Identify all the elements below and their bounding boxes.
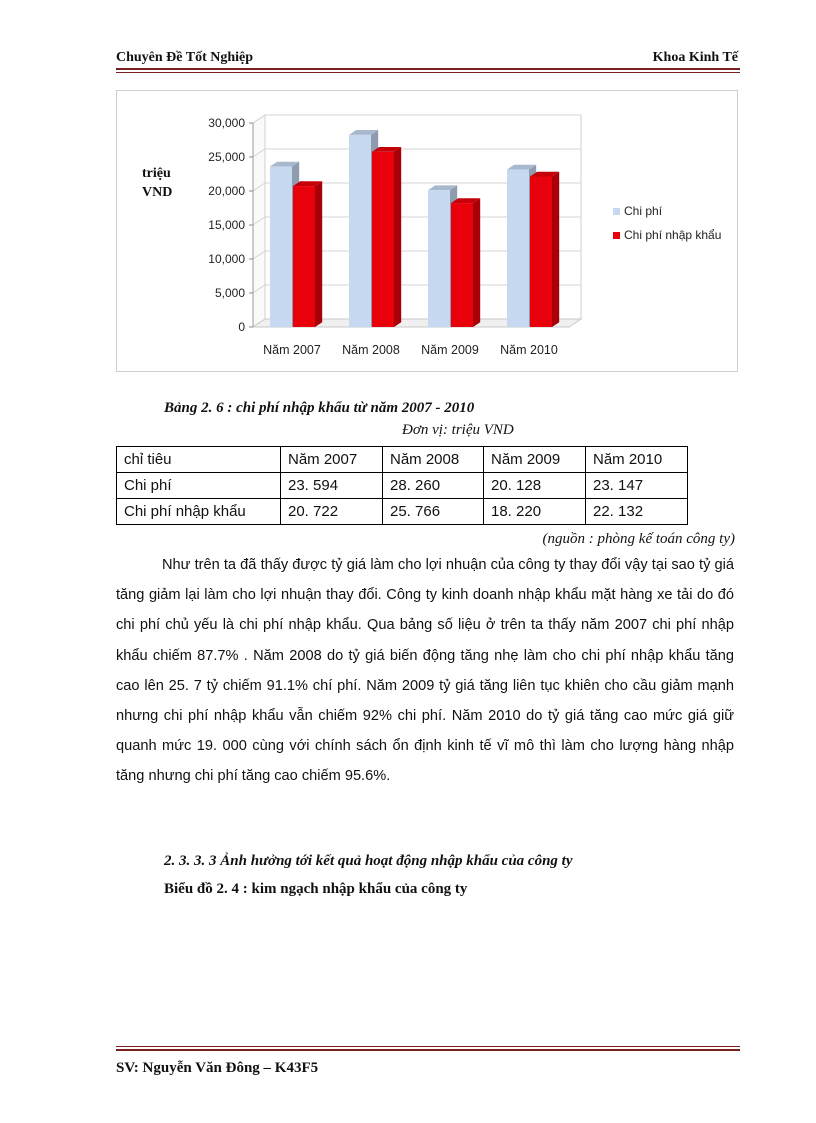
chart-legend-label: Chi phí xyxy=(624,204,663,218)
chart-caption: Biểu đồ 2. 4 : kim ngạch nhập khẩu của công ty xyxy=(164,881,468,897)
chart-legend-label: Chi phí nhập khẩu xyxy=(624,228,722,242)
chart-bar xyxy=(270,167,292,327)
chart-bar xyxy=(349,135,371,327)
table-cell: 28. 260 xyxy=(383,473,484,499)
footer-rule-thin xyxy=(116,1046,740,1047)
chart-bar-side xyxy=(394,147,401,327)
table-row xyxy=(117,499,688,525)
table-header-row xyxy=(117,447,688,473)
chart-bar xyxy=(372,152,394,327)
table-source: (nguồn : phòng kế toán công ty) xyxy=(542,531,735,547)
chart-ylabel: VND xyxy=(142,185,173,200)
section-subheading: 2. 3. 3. 3 Ảnh hưởng tới kết quả hoạt động nhập khẩu của công ty xyxy=(164,853,573,869)
table-cell: Chi phí xyxy=(117,473,281,499)
chart-bar xyxy=(451,203,473,327)
table-caption: Bảng 2. 6 : chi phí nhập khẩu từ năm 2007 - 2010 xyxy=(164,400,475,416)
table-cell: 25. 766 xyxy=(383,499,484,525)
chart-ytick-label: 10,000 xyxy=(208,252,245,266)
table-cell: 18. 220 xyxy=(484,499,586,525)
table-header-cell: chỉ tiêu xyxy=(117,447,281,473)
footer-author: SV: Nguyễn Văn Đông – K43F5 xyxy=(116,1060,319,1076)
table-header-cell: Năm 2007 xyxy=(281,447,383,473)
chart-xtick-label: Năm 2010 xyxy=(500,343,558,357)
table-cell: 23. 147 xyxy=(586,473,688,499)
table-cell: 20. 128 xyxy=(484,473,586,499)
chart-xtick-label: Năm 2007 xyxy=(263,343,321,357)
table-cell: 22. 132 xyxy=(586,499,688,525)
chart-bar xyxy=(530,177,552,327)
table-cell: Chi phí nhập khẩu xyxy=(117,499,281,525)
table-cell: 23. 594 xyxy=(281,473,383,499)
chart-ytick-label: 25,000 xyxy=(208,150,245,164)
chart-ylabel: triệu xyxy=(142,166,171,181)
header-rule-thick xyxy=(116,68,740,70)
table-header-cell: Năm 2008 xyxy=(383,447,484,473)
chart-frame xyxy=(116,90,738,372)
chart-bar-side xyxy=(552,172,559,327)
chart-legend-swatch xyxy=(613,232,620,239)
footer-rule-thick xyxy=(116,1049,740,1051)
chart-legend-swatch xyxy=(613,208,620,215)
chart-bar-side xyxy=(473,198,480,327)
cost-table xyxy=(116,446,688,525)
chart-ytick-label: 30,000 xyxy=(208,116,245,130)
bar-chart xyxy=(117,91,737,371)
body-text xyxy=(116,550,734,792)
table-unit: Đơn vị: triệu VND xyxy=(402,422,514,438)
chart-ytick-label: 15,000 xyxy=(208,218,245,232)
chart-bar xyxy=(428,190,450,327)
header-title-right: Khoa Kinh Tế xyxy=(652,50,738,65)
table-header-cell: Năm 2009 xyxy=(484,447,586,473)
body-paragraph: Như trên ta đã thấy được tỷ giá làm cho lợi nhuận của công ty thay đổi vậy tại sao tỷ giá tăng giảm lại làm cho lợi nhuận thay đổi. Công ty kinh doanh nhập khẩu mặt hàng xe tải do đó chi phí chủ yếu là chi phí nhập khẩu. Qua bảng số liệu ở trên ta thấy năm 2007 chi phí nhập khẩu chiếm 87.7% . Năm 2008 do tỷ giá biến động tăng nhẹ làm cho chi phí nhập khẩu tăng cao lên 25. 7 tỷ chiếm 91.1% chí phí. Năm 2009 tỷ giá tăng liên tục khiên cho cầu giảm mạnh nhưng chi phí nhập khẩu vẫn chiếm 92% chi phí. Năm 2010 do tỷ giá tăng cao mức giá giữ quanh mức 19. 000 cùng với chính sách ổn định kinh tế vĩ mô thì làm cho lượng hàng nhập tăng nhưng chi phí tăng cao chiếm 95.6%. xyxy=(116,557,734,785)
chart-xtick-label: Năm 2009 xyxy=(421,343,479,357)
chart-ytick-label: 5,000 xyxy=(214,286,245,300)
chart-layer xyxy=(142,115,721,357)
chart-ytick-label: 20,000 xyxy=(208,184,245,198)
table-row xyxy=(117,473,688,499)
header-title-left: Chuyên Đề Tốt Nghiệp xyxy=(116,50,254,65)
chart-ytick-label: 0 xyxy=(238,320,245,334)
header-rule-thin xyxy=(116,72,740,73)
chart-bar xyxy=(507,170,529,327)
table-header-cell: Năm 2010 xyxy=(586,447,688,473)
table-cell: 20. 722 xyxy=(281,499,383,525)
chart-xtick-label: Năm 2008 xyxy=(342,343,400,357)
chart-bar xyxy=(293,186,315,327)
chart-bar-side xyxy=(315,181,322,327)
